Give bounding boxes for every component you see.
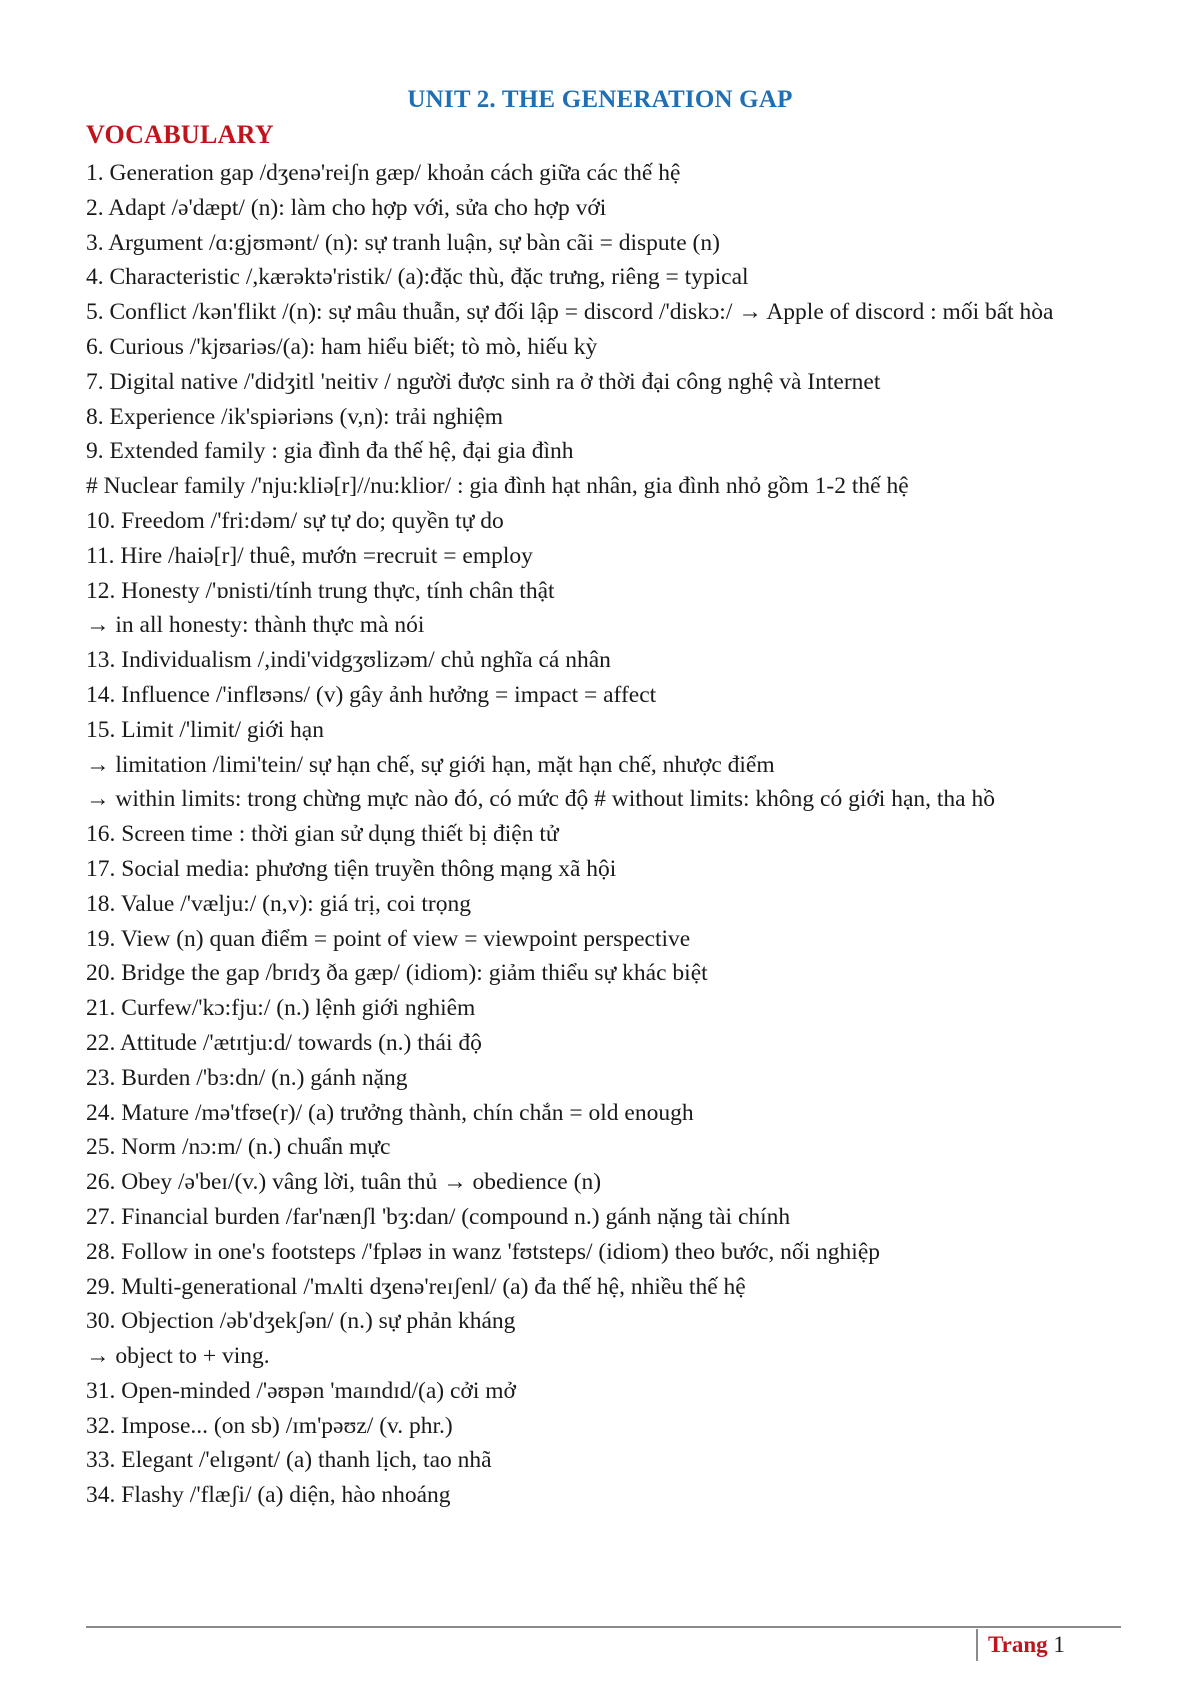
- vocab-line: 33. Elegant /'elɪgənt/ (a) thanh lịch, tao nhã: [86, 1447, 492, 1474]
- vocab-line: 29. Multi-generational /'mʌlti dʒenə'reɪʃenl/ (a) đa thế hệ, nhiều thế hệ: [86, 1273, 746, 1300]
- vocab-line: 26. Obey /ə'beɪ/(v.) vâng lời, tuân thủ → obedience (n): [86, 1169, 602, 1196]
- vocab-line: 6. Curious /'kjʊariəs/(a): ham hiểu biết; tò mò, hiếu kỳ: [86, 333, 598, 360]
- vocab-line: 14. Influence /'inflʊəns/ (v) gây ảnh hưởng = impact = affect: [86, 681, 657, 708]
- vocab-line: 24. Mature /mə'tfʊe(r)/ (a) trưởng thành, chín chắn = old enough: [86, 1099, 694, 1126]
- vocab-line: 34. Flashy /'flæʃi/ (a) diện, hào nhoáng: [86, 1482, 451, 1509]
- vocab-line: 21. Curfew/'kɔ:fju:/ (n.) lệnh giới nghiêm: [86, 995, 476, 1022]
- vocab-line: 4. Characteristic /,kærəktə'ristik/ (a):đặc thù, đặc trưng, riêng = typical: [86, 264, 749, 291]
- vocab-line: → limitation /limi'tein/ sự hạn chế, sự giới hạn, mặt hạn chế, nhược điểm: [86, 751, 775, 778]
- vocab-line: 1. Generation gap /dʒenə'reiʃn gæp/ khoản cách giữa các thế hệ: [86, 160, 681, 186]
- vocab-line: 15. Limit /'limit/ giới hạn: [86, 716, 324, 743]
- vocab-line: 20. Bridge the gap /brɪdʒ ða gæp/ (idiom): giảm thiểu sự khác biệt: [86, 960, 708, 987]
- vocab-line: → object to + ving.: [86, 1343, 270, 1370]
- vocab-line: 27. Financial burden /far'nænʃl 'bʒ:dan/ (compound n.) gánh nặng tài chính: [86, 1203, 791, 1230]
- vocab-line: 17. Social media: phương tiện truyền thông mạng xã hội: [86, 855, 617, 882]
- vocab-line: 13. Individualism /,indi'vidgʒʊlizəm/ chủ nghĩa cá nhân: [86, 647, 611, 674]
- vocab-line: 12. Honesty /'ɒnisti/tính trung thực, tính chân thật: [86, 577, 555, 604]
- vocab-line: 16. Screen time : thời gian sử dụng thiết bị điện tử: [86, 821, 559, 848]
- page-footer: [988, 1632, 1065, 1658]
- vocab-line: 22. Attitude /'ætɪtju:d/ towards (n.) thái độ: [86, 1029, 482, 1056]
- vocab-line: 23. Burden /'bɜ:dn/ (n.) gánh nặng: [86, 1064, 408, 1091]
- vocab-line: 11. Hire /haiə[r]/ thuê, mướn =recruit = employ: [86, 542, 533, 569]
- vocab-line: 18. Value /'vælju:/ (n,v): giá trị, coi trọng: [86, 890, 471, 917]
- vocab-line: → in all honesty: thành thực mà nói: [86, 612, 425, 639]
- vocab-line: # Nuclear family /'nju:kliə[r]//nu:klior/ : gia đình hạt nhân, gia đình nhỏ gồm 1-2 thế hệ: [86, 473, 909, 500]
- vocab-line: 3. Argument /ɑ:gjʊmənt/ (n): sự tranh luận, sự bàn cãi = dispute (n): [86, 229, 720, 256]
- page-label: Trang: [988, 1632, 1048, 1657]
- vocab-line: 30. Objection /əb'dʒekʃən/ (n.) sự phản kháng: [86, 1308, 516, 1335]
- vocab-line: 19. View (n) quan điểm = point of view = viewpoint perspective: [86, 925, 691, 952]
- vocab-line: → within limits: trong chừng mực nào đó, có mức độ # without limits: không có giới hạn, tha hồ: [86, 786, 995, 813]
- vocab-line: 10. Freedom /'fri:dəm/ sự tự do; quyền tự do: [86, 507, 504, 534]
- vocab-line: 2. Adapt /ə'dæpt/ (n): làm cho hợp với, sửa cho hợp với: [86, 194, 607, 221]
- vocab-line: 31. Open-minded /'əʊpən 'maɪndɪd/(a) cởi mở: [86, 1377, 516, 1404]
- vocab-line: 25. Norm /nɔ:m/ (n.) chuẩn mực: [86, 1134, 391, 1161]
- vocab-line: 32. Impose... (on sb) /ɪm'pəʊz/ (v. phr.): [86, 1412, 453, 1439]
- vocab-line: 28. Follow in one's footsteps /'fpləʊ in wanz 'fʊtsteps/ (idiom) theo bước, nối nghiệp: [86, 1238, 881, 1265]
- vocab-line: 7. Digital native /'didʒitl 'neitiv / người được sinh ra ở thời đại công nghệ và Internet: [86, 368, 881, 395]
- footer-vertical-divider: [976, 1629, 978, 1661]
- vocab-line: 9. Extended family : gia đình đa thế hệ, đại gia đình: [86, 438, 574, 465]
- section-heading-vocabulary: VOCABULARY: [86, 120, 274, 149]
- vocabulary-list: [86, 156, 1121, 1513]
- vocab-line: 5. Conflict /kən'flikt /(n): sự mâu thuẫn, sự đối lập = discord /'diskɔ:/ → Apple of discord : mối bất hòa: [86, 299, 1054, 326]
- vocab-line: 8. Experience /ik'spiəriəns (v,n): trải nghiệm: [86, 403, 504, 430]
- footer-divider: [86, 1626, 1121, 1628]
- page-number: 1: [1053, 1632, 1065, 1657]
- page-title: UNIT 2. THE GENERATION GAP: [407, 86, 793, 113]
